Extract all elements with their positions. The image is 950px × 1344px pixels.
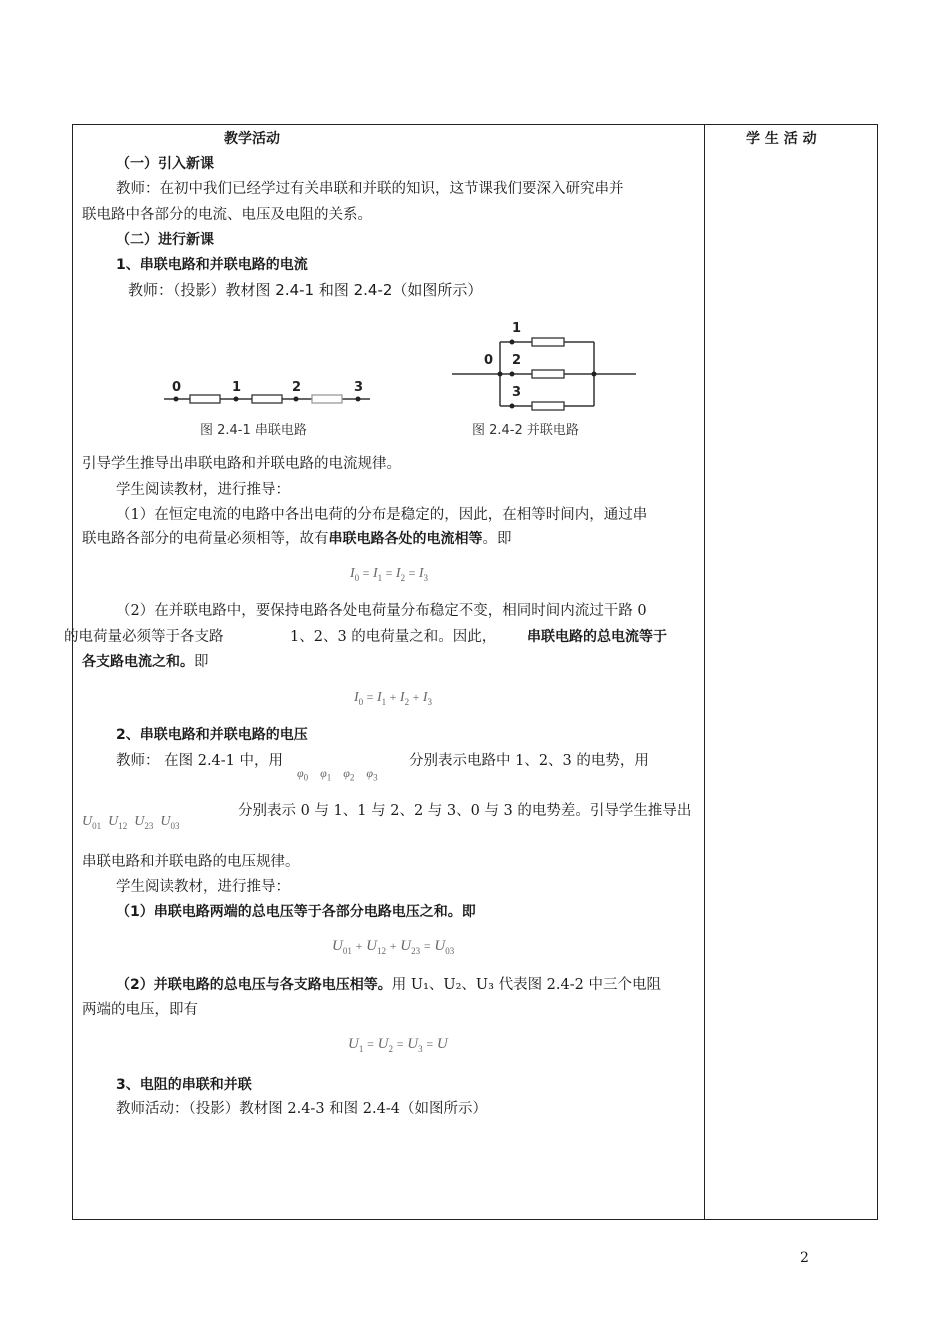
bold-statement: （1）串联电路两端的总电压等于各部分电路电压之和。即 [116, 904, 476, 920]
series-node-label: 0 [172, 380, 182, 395]
bold-statement: 串联电路的总电流等于 [527, 629, 667, 645]
paragraph: 分别表示电路中 1、2、3 的电势，用 [409, 753, 649, 769]
paragraph: 联电路中各部分的电流、电压及电阻的关系。 [82, 207, 372, 223]
parallel-caption: 图 2.4-2 并联电路 [472, 423, 579, 438]
paragraph: （2）并联电路的总电压与各支路电压相等。用 U₁、U₂、U₃ 代表图 2.4-2 中三个电阻 [116, 977, 661, 993]
formula-current-series: $I_0 = I_1 = I_2 = I_3$ [350, 566, 429, 583]
parallel-node-label: 3 [512, 385, 522, 400]
paragraph: 教师：在初中我们已经学过有关串联和并联的知识，这节课我们要深入研究串并 [116, 181, 624, 197]
teaching-header: 教学活动 [224, 131, 280, 147]
paragraph: （2）在并联电路中，要保持电路各处电荷量分布稳定不变，相同时间内流过干路 0 [116, 603, 647, 619]
formula-voltage-symbols: $U_{01}$ $U_{12}$ $U_{23}$ $U_{03}$ [82, 814, 180, 831]
paragraph: 串联电路和并联电路的电压规律。 [82, 854, 300, 870]
parallel-node-label: 1 [512, 321, 522, 336]
paragraph-fragment: 的电荷量必须等于各支路 [64, 629, 224, 645]
paragraph: 教师活动：（投影）教材图 2.4-3 和图 2.4-4（如图所示） [116, 1101, 487, 1117]
series-node-label: 2 [292, 380, 302, 395]
parallel-circuit-figure [450, 312, 640, 442]
paragraph: 两端的电压，即有 [82, 1002, 198, 1018]
paragraph: 引导学生推导出串联电路和并联电路的电流规律。 [82, 456, 401, 472]
series-caption: 图 2.4-1 串联电路 [200, 423, 307, 438]
section-heading-4: 2、串联电路和并联电路的电压 [116, 727, 308, 743]
section-heading-2: （二）进行新课 [116, 232, 214, 248]
formula-voltage-series: $U_{01} + U_{12} + U_{23} = U_{03}$ [332, 938, 455, 956]
paragraph: 各支路电流之和。即 [82, 654, 209, 670]
paragraph: （1）在恒定电流的电路中各出电荷的分布是稳定的，因此，在相等时间内，通过串 [116, 507, 648, 523]
paragraph-fragment: 1、2、3 的电荷量之和。因此， [290, 629, 497, 645]
series-circuit-figure [160, 372, 380, 442]
paragraph: 教师： 在图 2.4-1 中，用 [116, 753, 284, 769]
projection-line: 教师：（投影）教材图 2.4-1 和图 2.4-2（如图所示） [128, 281, 483, 299]
page-number: 2 [800, 1250, 809, 1266]
paragraph: 联电路各部分的电荷量必须相等，故有串联电路各处的电流相等。即 [82, 531, 512, 547]
student-header: 学 生 活 动 [746, 131, 817, 147]
formula-current-parallel: $I_0 = I_1 + I_2 + I_3$ [354, 690, 433, 707]
section-heading-1: （一）引入新课 [116, 156, 214, 172]
parallel-node-label: 0 [484, 353, 494, 368]
paragraph: 分别表示 0 与 1、1 与 2、2 与 3、0 与 3 的电势差。引导学生推导出 [238, 803, 692, 819]
formula-voltage-parallel: $U_1 = U_2 = U_3 = U$ [348, 1036, 448, 1054]
formula-potentials: $\varphi_0$ $\varphi_1$ $\varphi_2$ $\varphi_3$ [297, 766, 378, 783]
section-heading-3: 1、串联电路和并联电路的电流 [116, 257, 308, 273]
column-divider [704, 124, 705, 1220]
series-node-label: 3 [354, 380, 364, 395]
paragraph: 学生阅读教材，进行推导： [116, 482, 290, 498]
section-heading-5: 3、电阻的串联和并联 [116, 1077, 252, 1093]
paragraph: 学生阅读教材，进行推导： [116, 879, 290, 895]
series-node-label: 1 [232, 380, 242, 395]
parallel-node-label: 2 [512, 353, 522, 368]
